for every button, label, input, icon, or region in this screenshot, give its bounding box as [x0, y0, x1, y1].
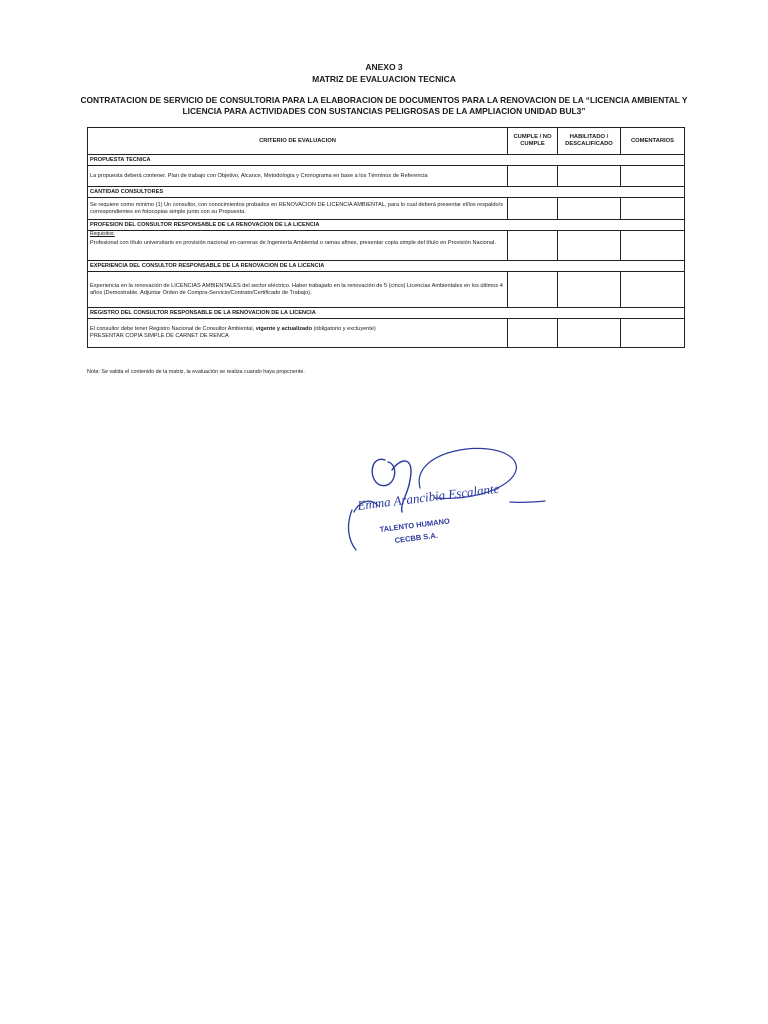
table-row	[88, 272, 685, 308]
cumple-cell[interactable]	[508, 231, 558, 261]
signature-stamp	[340, 440, 560, 560]
criterion-text	[90, 326, 505, 333]
header-habilitado: HABILITADO / DESCALIFICADO	[558, 128, 621, 155]
section-title-row	[88, 308, 685, 319]
criterion-text: Se requiere como mínimo (1) Un consultor, con conocimientos probados en RENOVACION DE LICENCIA AMBIENTAL, para lo cual deberá presentar el/los respaldo/s correspondientes en fotocopias simple junto con su Propuesta.	[88, 198, 508, 220]
table-row	[88, 231, 685, 261]
criterion-text-part: El consultor debe tener Registro Nacional de Consultor Ambiental,	[90, 326, 255, 332]
section-title-profesion: PROFESION DEL CONSULTOR RESPONSABLE DE LA RENOVACION DE LA LICENCIA	[88, 220, 685, 231]
cumple-cell[interactable]	[508, 319, 558, 348]
header-criteria: CRITERIO DE EVALUACION	[88, 128, 508, 155]
table-header-row	[88, 128, 685, 155]
section-title-experiencia: EXPERIENCIA DEL CONSULTOR RESPONSABLE DE LA RENOVACION DE LA LICENCIA	[88, 261, 685, 272]
habilitado-cell[interactable]	[558, 231, 621, 261]
criterion-text: Profesional con título universitario en provisión nacional en carreras de Ingeniería Ambiental o ramas afines, presentar copia simple del título en Provisión Nacional.	[90, 240, 496, 246]
evaluation-matrix-table	[87, 127, 685, 348]
stamp-line-2: CECBB S.A.	[394, 530, 439, 545]
table-row	[88, 198, 685, 220]
stamp-line-1: TALENTO HUMANO	[379, 516, 451, 534]
criterion-text: La propuesta deberá contener. Plan de trabajo con Objetivo, Alcance, Metodología y Cronograma en base a los Términos de Referencia	[88, 166, 508, 187]
habilitado-cell[interactable]	[558, 272, 621, 308]
habilitado-cell[interactable]	[558, 319, 621, 348]
habilitado-cell[interactable]	[558, 166, 621, 187]
criterion-cell	[88, 231, 508, 261]
criterion-text-part: (obligatorio y excluyente)	[312, 326, 376, 332]
criterion-text: Experiencia en la renovación de LICENCIAS AMBIENTALES del sector eléctrico. Haber trabajado en la renovación de 5 (cinco) Licencias Ambientales en los últimos 4 años (Demostrable. Adjuntar Orden de Compra-Servicio/Contrato/Certificado de Trabajo).	[88, 272, 508, 308]
cumple-cell[interactable]	[508, 198, 558, 220]
comentarios-cell[interactable]	[621, 198, 685, 220]
section-title-row	[88, 155, 685, 166]
criterion-text-bold: vigente y actualizado	[254, 326, 313, 332]
requirements-label: Requisitos:	[90, 231, 115, 237]
comentarios-cell[interactable]	[621, 272, 685, 308]
annex-heading: ANEXO 3	[365, 62, 403, 72]
section-title-cantidad: CANTIDAD CONSULTORES	[88, 187, 685, 198]
comentarios-cell[interactable]	[621, 231, 685, 261]
habilitado-cell[interactable]	[558, 198, 621, 220]
cumple-cell[interactable]	[508, 272, 558, 308]
criterion-cell	[88, 319, 508, 348]
signature-name: Emma Arancibia Escalante	[356, 480, 501, 513]
footnote: Nota: Se valida el contenido de la matriz, la evaluación se realiza cuando haya propcnente.	[87, 369, 305, 375]
section-title-row	[88, 187, 685, 198]
header-comentarios: COMENTARIOS	[621, 128, 685, 155]
section-title-row	[88, 261, 685, 272]
comentarios-cell[interactable]	[621, 319, 685, 348]
section-title-propuesta: PROPUESTA TECNICA	[88, 155, 685, 166]
criterion-requirement: PRESENTAR COPIA SIMPLE DE CARNET DE RENCA	[90, 333, 229, 339]
cumple-cell[interactable]	[508, 166, 558, 187]
table-row	[88, 319, 685, 348]
section-title-row	[88, 220, 685, 231]
table-row	[88, 166, 685, 187]
document-title: CONTRATACION DE SERVICIO DE CONSULTORIA PARA LA ELABORACION DE DOCUMENTOS PARA LA RENOVACION DE LA “LICENCIA AMBIENTAL Y LICENCIA PARA ACTIVIDADES CON SUSTANCIAS PELIGROSAS DE LA AMPLIACION UNIDAD BUL3”	[80, 95, 688, 116]
matrix-subtitle: MATRIZ DE EVALUACION TECNICA	[312, 74, 456, 84]
comentarios-cell[interactable]	[621, 166, 685, 187]
header-cumple: CUMPLE / NO CUMPLE	[508, 128, 558, 155]
section-title-registro: REGISTRO DEL CONSULTOR RESPONSABLE DE LA RENOVACION DE LA LICENCIA	[88, 308, 685, 319]
